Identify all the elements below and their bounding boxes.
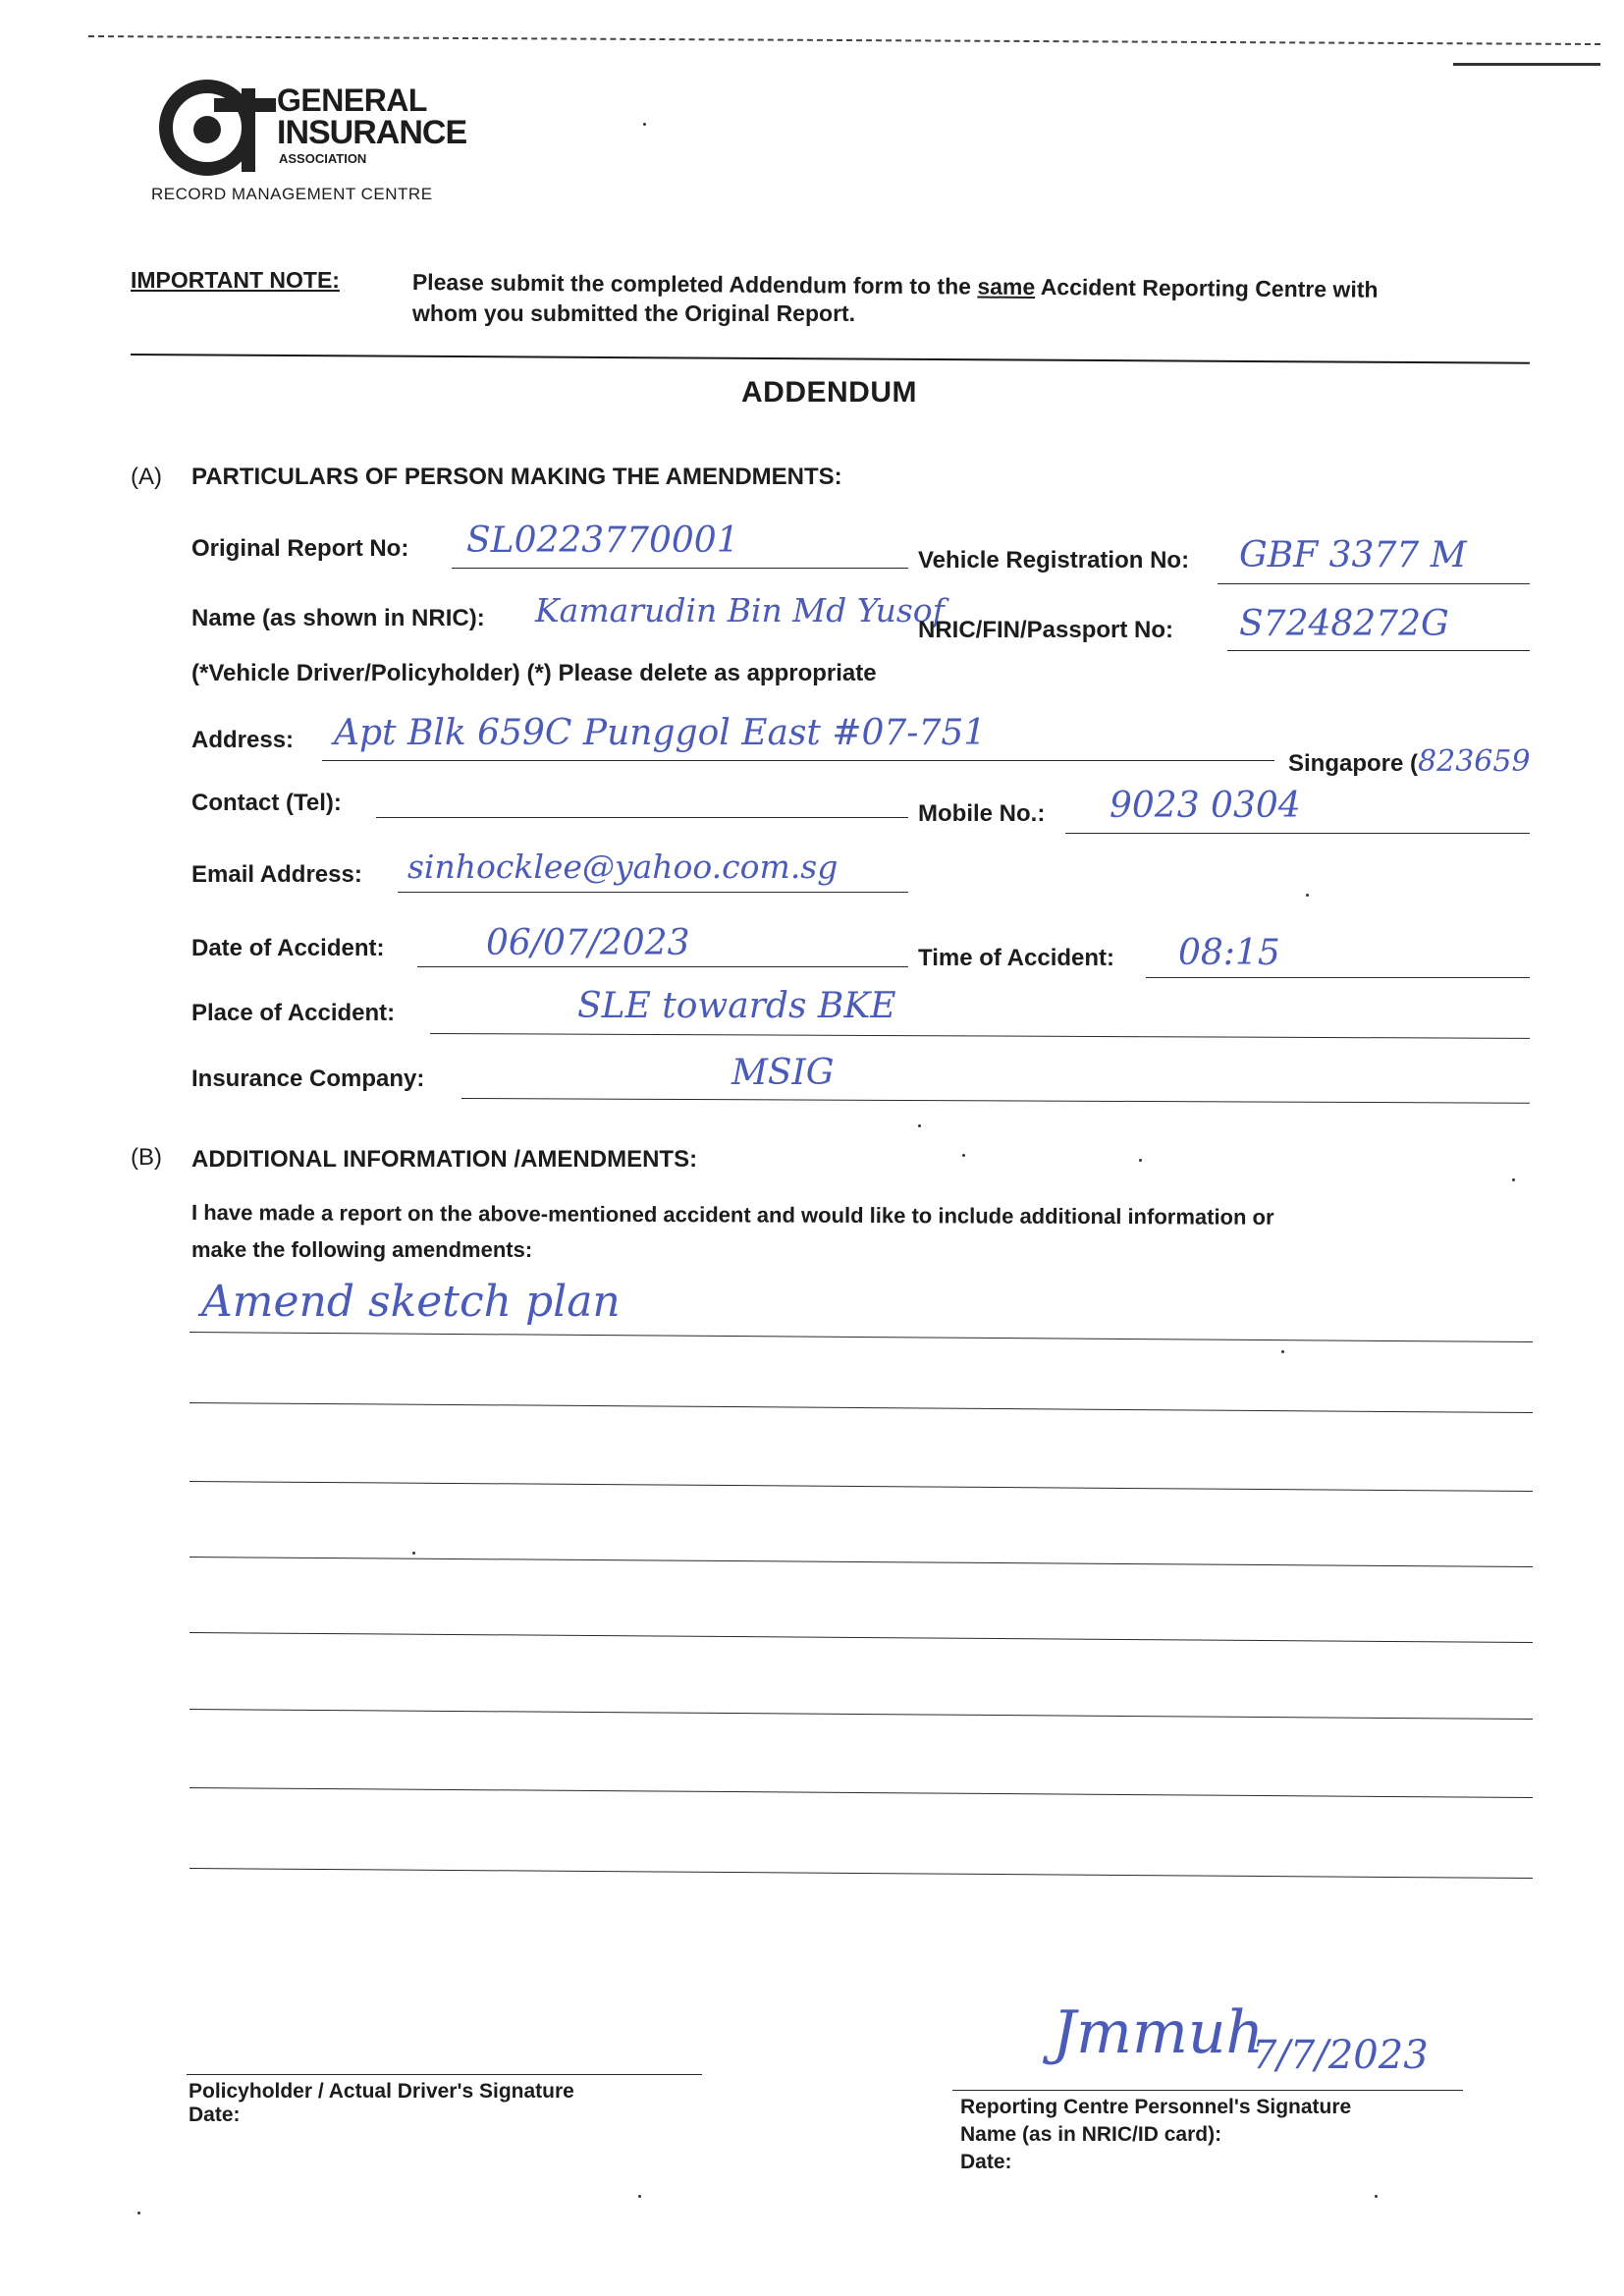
- address-value: Apt Blk 659C Punggol East #07-751: [334, 713, 987, 753]
- mobile-value: 9023 0304: [1110, 786, 1301, 826]
- vehicle-reg-label: Vehicle Registration No:: [918, 547, 1190, 574]
- left-signature-line: [187, 2074, 702, 2075]
- place-label: Place of Accident:: [191, 1000, 396, 1026]
- scan-speck: [1139, 1159, 1142, 1162]
- vehicle-reg-line: [1218, 583, 1530, 584]
- section-b-marker: (B): [131, 1144, 162, 1171]
- section-a-marker: (A): [131, 464, 162, 490]
- nric-label: NRIC/FIN/Passport No:: [918, 617, 1174, 643]
- right-name-label: Name (as in NRIC/ID card):: [960, 2123, 1222, 2146]
- gia-emblem-icon: [153, 79, 281, 177]
- amendment-line-2: [189, 1402, 1533, 1413]
- right-date-label: Date:: [960, 2151, 1012, 2173]
- nric-line: [1227, 650, 1530, 651]
- vehicle-reg-value: GBF 3377 M: [1239, 535, 1467, 575]
- amendment-line-7: [189, 1787, 1533, 1798]
- singapore-label: [1288, 744, 1531, 779]
- amendment-line-4: [189, 1557, 1533, 1567]
- mobile-label: Mobile No.:: [918, 800, 1046, 827]
- note-text-2: Accident Reporting Centre with: [1040, 274, 1379, 302]
- role-note: (*Vehicle Driver/Policyholder) (*) Please delete as appropriate: [191, 660, 877, 686]
- logo-subtitle: RECORD MANAGEMENT CENTRE: [151, 185, 433, 203]
- scan-speck: [1306, 894, 1309, 897]
- address-label: Address:: [191, 727, 295, 753]
- scan-speck: [962, 1154, 965, 1157]
- note-text-same: same: [977, 273, 1036, 300]
- scan-edge-top-right: [1453, 63, 1600, 66]
- scan-speck: [137, 2212, 140, 2214]
- time-value: 08:15: [1178, 933, 1280, 973]
- insurer-value: MSIG: [731, 1053, 835, 1093]
- amendment-line-1: [189, 1332, 1533, 1342]
- right-signature-date: 7/7/2023: [1252, 2033, 1429, 2078]
- amendment-text-1: Amend sketch plan: [201, 1277, 621, 1327]
- email-line: [398, 892, 908, 893]
- name-label: Name (as shown in NRIC):: [191, 605, 485, 631]
- important-note-label: IMPORTANT NOTE:: [131, 267, 340, 293]
- insurer-line: [461, 1098, 1530, 1104]
- mobile-line: [1065, 833, 1530, 834]
- scan-edge-top: [88, 35, 1600, 45]
- name-value: Kamarudin Bin Md Yusof: [535, 591, 945, 629]
- email-value: sinhocklee@yahoo.com.sg: [407, 847, 839, 886]
- singapore-text: Singapore (: [1288, 750, 1419, 777]
- postal-value: 823659: [1418, 744, 1531, 779]
- section-b-heading: ADDITIONAL INFORMATION /AMENDMENTS:: [191, 1146, 698, 1173]
- logo-association: ASSOCIATION: [279, 151, 367, 166]
- logo-general: GENERAL: [277, 82, 427, 118]
- scan-speck: [1281, 1350, 1284, 1353]
- gia-logo: [147, 79, 471, 216]
- right-signature: Jmmuh: [1053, 1998, 1265, 2067]
- amendment-line-8: [189, 1868, 1533, 1879]
- section-b-intro-2: make the following amendments:: [191, 1237, 533, 1262]
- insurer-label: Insurance Company:: [191, 1066, 425, 1092]
- date-line: [417, 966, 908, 967]
- scan-speck: [1512, 1178, 1515, 1181]
- contact-label: Contact (Tel):: [191, 790, 342, 816]
- scan-speck: [918, 1124, 921, 1127]
- amendment-line-5: [189, 1632, 1533, 1643]
- section-a-heading: PARTICULARS OF PERSON MAKING THE AMENDMENTS:: [191, 464, 842, 490]
- note-divider: [131, 354, 1530, 364]
- scan-speck: [412, 1552, 415, 1555]
- place-value: SLE towards BKE: [577, 986, 896, 1026]
- email-label: Email Address:: [191, 861, 362, 888]
- left-signature-label: Policyholder / Actual Driver's Signature: [189, 2080, 574, 2103]
- original-report-label: Original Report No:: [191, 535, 409, 562]
- place-line: [430, 1033, 1530, 1039]
- contact-line: [376, 817, 908, 818]
- page-title: ADDENDUM: [741, 376, 917, 409]
- right-signature-label: Reporting Centre Personnel's Signature: [960, 2096, 1352, 2118]
- logo-insurance: INSURANCE: [277, 114, 467, 151]
- amendment-line-3: [189, 1481, 1533, 1492]
- time-label: Time of Accident:: [918, 945, 1115, 971]
- address-line: [322, 760, 1274, 761]
- date-label: Date of Accident:: [191, 935, 385, 961]
- original-report-line: [452, 568, 908, 569]
- amendment-line-6: [189, 1709, 1533, 1720]
- time-line: [1146, 977, 1530, 978]
- scan-speck: [638, 2195, 641, 2198]
- original-report-value: SL0223770001: [466, 520, 739, 561]
- important-note-text-3: whom you submitted the Original Report.: [412, 301, 856, 326]
- nric-value: S7248272G: [1239, 604, 1449, 644]
- note-text-1: Please submit the completed Addendum form to the: [411, 269, 972, 300]
- date-value: 06/07/2023: [486, 923, 690, 963]
- section-b-intro-1: I have made a report on the above-mentioned accident and would like to include additional information or: [190, 1200, 1274, 1230]
- scan-speck: [643, 123, 646, 126]
- right-signature-line: [952, 2090, 1463, 2091]
- scan-speck: [1375, 2195, 1378, 2198]
- important-note-text: [412, 269, 1379, 303]
- left-signature-date: Date:: [189, 2104, 241, 2126]
